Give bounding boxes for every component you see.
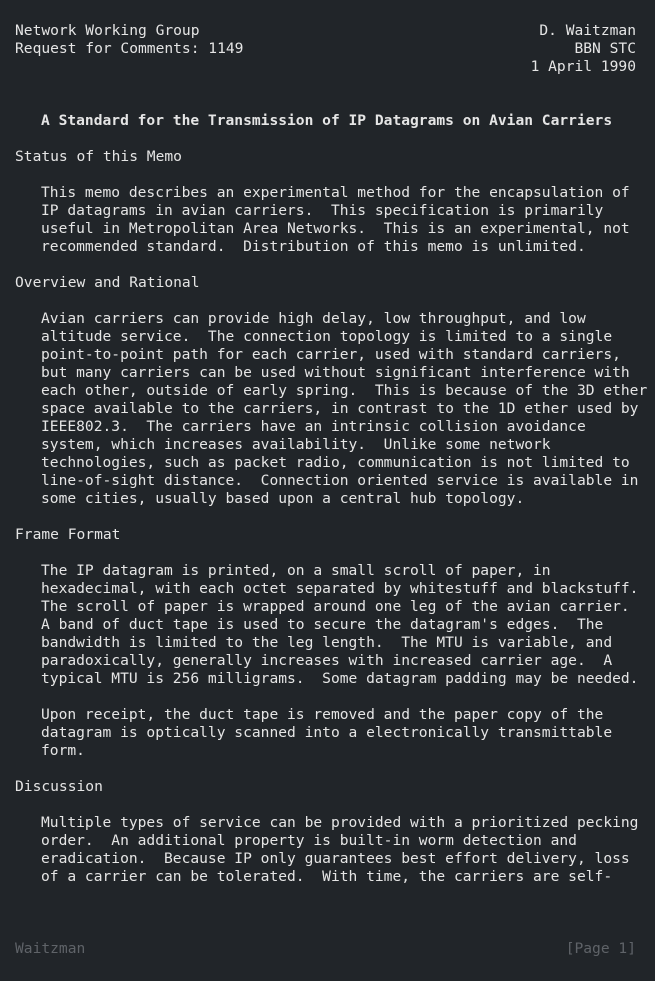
document-body [15, 148, 648, 904]
text-line: of a carrier can be tolerated. With time, the carriers are self- [41, 868, 613, 885]
paragraph [15, 310, 648, 508]
text-line: The IP datagram is printed, on a small scroll of paper, in [41, 562, 551, 579]
text-line: hexadecimal, with each octet separated by whitestuff and blackstuff. [41, 580, 639, 597]
text-line: form. [41, 742, 85, 759]
rfc-number-label: Request for Comments: 1149 [15, 40, 244, 57]
header-left-block [15, 22, 243, 58]
header-right-block [531, 22, 636, 76]
section-heading: Overview and Rational [15, 274, 200, 291]
section-heading: Status of this Memo [15, 148, 182, 165]
paragraph [15, 814, 645, 886]
document-title: A Standard for the Transmission of IP Datagrams on Avian Carriers [41, 112, 613, 129]
footer-author: Waitzman [15, 940, 86, 957]
footer-page-number: [Page 1] [565, 940, 636, 957]
text-line: altitude service. The connection topology is limited to a single [41, 328, 613, 345]
text-line: eradication. Because IP only guarantees best effort delivery, loss [41, 850, 630, 867]
text-line: useful in Metropolitan Area Networks. This is an experimental, not [41, 220, 630, 237]
working-group-label: Network Working Group [15, 22, 200, 39]
text-line: IP datagrams in avian carriers. This specification is primarily [41, 202, 604, 219]
paragraph [15, 184, 645, 256]
text-line: technologies, such as packet radio, communication is not limited to [41, 454, 630, 471]
paragraph [15, 562, 645, 688]
publication-date: 1 April 1990 [530, 58, 636, 75]
page-footer [15, 940, 636, 958]
author-organization: BBN STC [574, 40, 636, 57]
text-line: some cities, usually based upon a central hub topology. [41, 490, 525, 507]
text-line: A band of duct tape is used to secure the datagram's edges. The [41, 616, 604, 633]
text-line: Multiple types of service can be provided with a prioritized pecking [41, 814, 639, 831]
section-heading: Discussion [15, 778, 103, 795]
section-heading: Frame Format [15, 526, 121, 543]
author-name: D. Waitzman [539, 22, 636, 39]
paragraph [15, 706, 645, 760]
text-line: This memo describes an experimental method for the encapsulation of [41, 184, 630, 201]
text-line: order. An additional property is built-in worm detection and [41, 832, 577, 849]
text-line: point-to-point path for each carrier, used with standard carriers, [41, 346, 621, 363]
text-line: but many carriers can be used without significant interference with [41, 364, 630, 381]
text-line: system, which increases availability. Unlike some network [41, 436, 551, 453]
text-line: each other, outside of early spring. This is because of the 3D ether [41, 382, 648, 399]
text-line: typical MTU is 256 milligrams. Some datagram padding may be needed. [41, 670, 639, 687]
text-line: The scroll of paper is wrapped around one leg of the avian carrier. [41, 598, 630, 615]
text-line: bandwidth is limited to the leg length. The MTU is variable, and [41, 634, 613, 651]
text-line: Upon receipt, the duct tape is removed and the paper copy of the [41, 706, 604, 723]
text-line: paradoxically, generally increases with increased carrier age. A [41, 652, 613, 669]
text-line: line-of-sight distance. Connection oriented service is available in [41, 472, 639, 489]
document-header [15, 22, 636, 76]
text-line: Avian carriers can provide high delay, low throughput, and low [41, 310, 586, 327]
text-line: space available to the carriers, in contrast to the 1D ether used by [41, 400, 639, 417]
text-line: recommended standard. Distribution of this memo is unlimited. [41, 238, 586, 255]
text-line: IEEE802.3. The carriers have an intrinsic collision avoidance [41, 418, 586, 435]
text-line: datagram is optically scanned into a electronically transmittable [41, 724, 613, 741]
